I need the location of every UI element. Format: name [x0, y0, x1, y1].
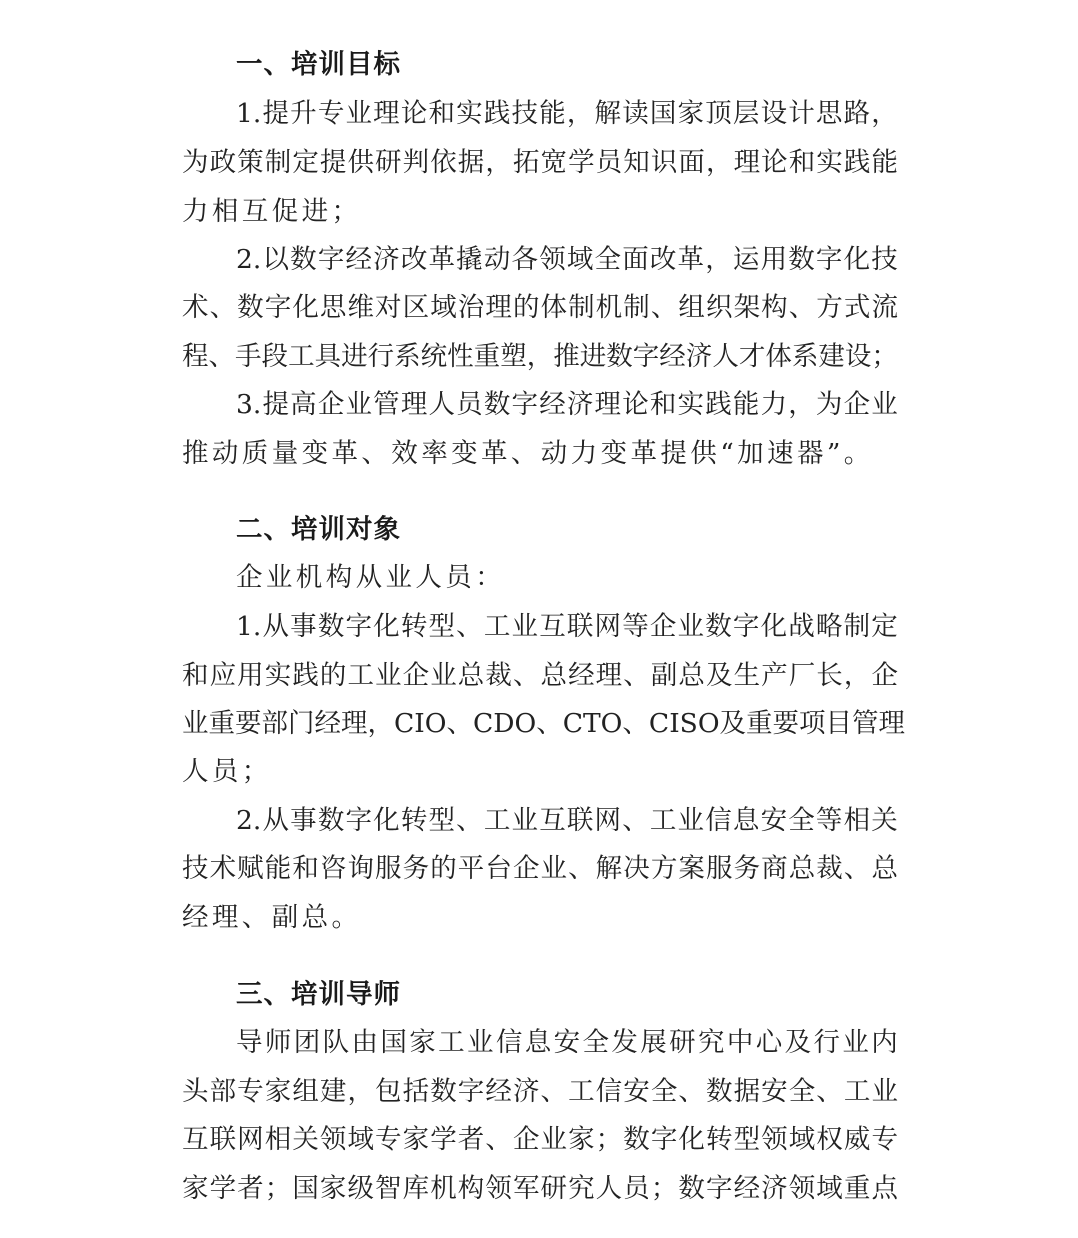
paragraph-line: 人员； [182, 756, 272, 787]
paragraph-line: 头 部 专 家 组 建 ， 包 括 数 字 经 济 、 工 信 安 全 、 数 据 安 全 、 工 业 [182, 1076, 898, 1107]
paragraph-line: 2. 以 数 字 经 济 改 革 撬 动 各 领 域 全 面 改 革 ， 运 用 数 字 化 技 [236, 244, 898, 275]
paragraph-line: 推动质量变革、效率变革、动力变革提供“加速器”。 [182, 438, 874, 469]
paragraph-line: 1. 从 事 数 字 化 转 型 、 工 业 互 联 网 等 企 业 数 字 化 战 略 制 定 [236, 611, 898, 642]
section-heading-training-goals: 一、培训目标 [236, 49, 401, 80]
paragraph-line: 技 术 赋 能 和 咨 询 服 务 的 平 台 企 业 、 解 决 方 案 服 务 商 总 裁 、 总 [182, 853, 898, 884]
paragraph-line: 力相互促进； [182, 196, 362, 227]
paragraph-line: 业 重 要 部 门 经 理 ， CIO 、 CDO 、 CTO 、 CISO 及 重 要 项 目 管 理 [182, 708, 906, 739]
paragraph-line: 3. 提 高 企 业 管 理 人 员 数 字 经 济 理 论 和 实 践 能 力 ， 为 企 业 [236, 389, 898, 420]
section-heading-training-audience: 二、培训对象 [236, 514, 401, 545]
paragraph-line: 家 学 者 ； 国 家 级 智 库 机 构 领 军 研 究 人 员 ； 数 字 经 济 领 域 重 点 [182, 1173, 898, 1204]
section-heading-training-mentors: 三、培训导师 [236, 979, 401, 1010]
paragraph-line: 经理、副总。 [182, 902, 362, 933]
paragraph-line: 1. 提 升 专 业 理 论 和 实 践 技 能 ， 解 读 国 家 顶 层 设 计 思 路 ， [236, 98, 898, 129]
paragraph-line: 互 联 网 相 关 领 域 专 家 学 者 、 企 业 家 ； 数 字 化 转 型 领 域 权 威 专 [182, 1124, 898, 1155]
paragraph-line: 程 、 手 段 工 具 进 行 系 统 性 重 塑 ， 推 进 数 字 经 济 人 才 体 系 建 设 ； [182, 341, 898, 372]
paragraph-line: 导 师 团 队 由 国 家 工 业 信 息 安 全 发 展 研 究 中 心 及 行 业 内 [236, 1027, 898, 1058]
paragraph-line: 为 政 策 制 定 提 供 研 判 依 据 ， 拓 宽 学 员 知 识 面 ， 理 论 和 实 践 能 [182, 147, 898, 178]
paragraph-line: 2. 从 事 数 字 化 转 型 、 工 业 互 联 网 、 工 业 信 息 安 全 等 相 关 [236, 805, 898, 836]
paragraph-line: 和 应 用 实 践 的 工 业 企 业 总 裁 、 总 经 理 、 副 总 及 生 产 厂 长 ， 企 [182, 660, 898, 691]
paragraph-line: 企业机构从业人员： [236, 562, 506, 593]
paragraph-line: 术 、 数 字 化 思 维 对 区 域 治 理 的 体 制 机 制 、 组 织 架 构 、 方 式 流 [182, 292, 898, 323]
